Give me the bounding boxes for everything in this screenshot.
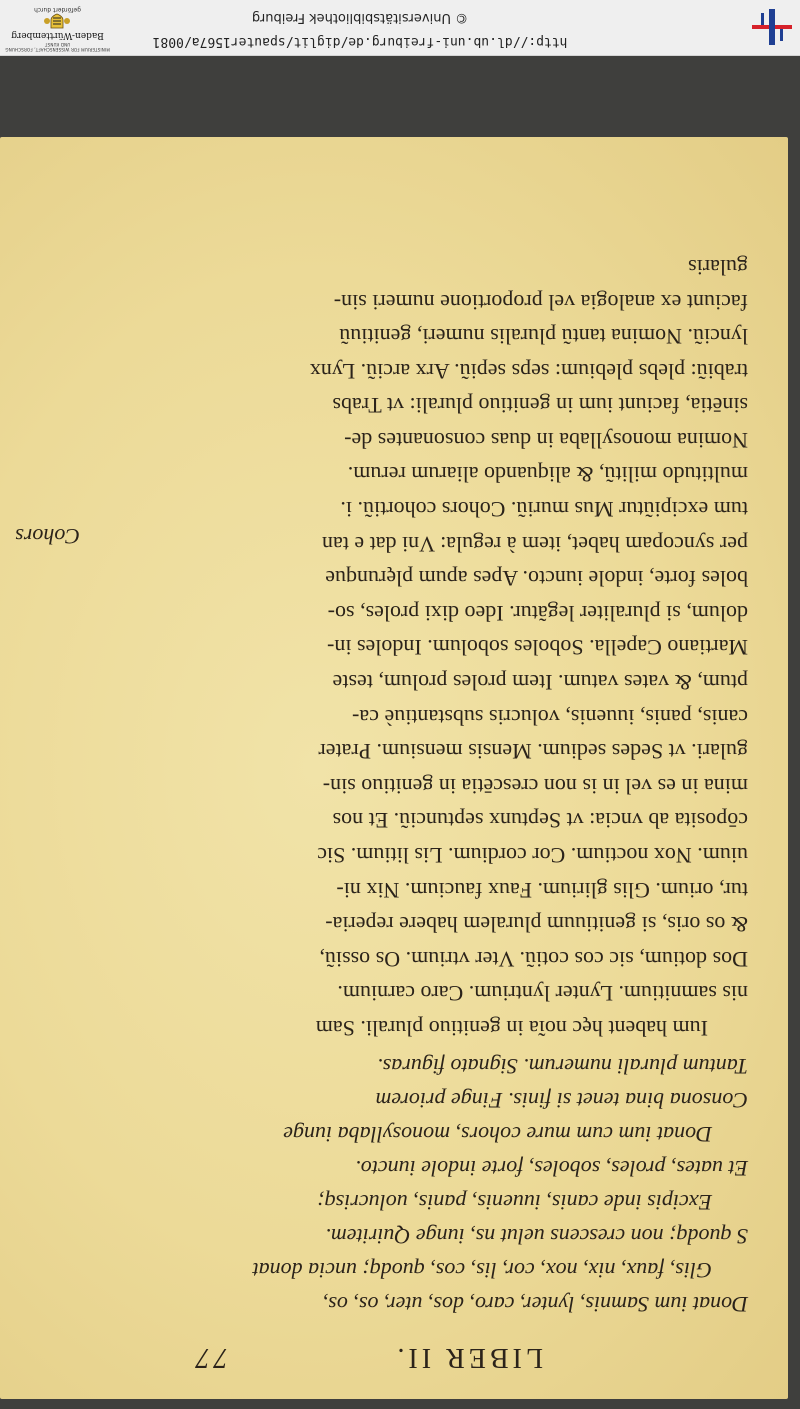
margin-note: Cohors [15,524,80,549]
prose-line: cōposita ab vncia: vt Septunx septunciũ. Et nos [332,808,748,834]
ub-freiburg-logo-icon[interactable] [752,9,792,45]
verse-line: S quodq; non crescens uelut ns, iunge Quiritem. [325,1224,748,1249]
crest-icon [43,13,73,29]
prose-line: Dos dotium, sic cos cotiũ. Vter vtrium. Os ossiũ, [319,946,748,972]
verse-line: Tantum plurali numerum. Signato figuras. [377,1054,748,1079]
book-label: LIBER II. [393,1342,543,1373]
prose-line: gularis [688,254,748,280]
prose-line: lynciũ. Nomina tantũ pluralis numeri, genitiuũ [339,324,748,350]
library-header-bar [0,0,800,56]
prose-line: ptum, & vates vatum. Item proles prolum, teste [332,670,748,696]
prose-line: nis samnitium. Lynter lyntrium. Caro carnium. [337,981,748,1007]
scan-area [0,56,800,1409]
page-text-block [48,249,748,1373]
verse-line: Glis, faux, nix, nox, cor, lis, cos, quodq; uncia donat [252,1258,712,1283]
prose-line: Martiano Capella. Soboles sobolum. Indoles in- [327,635,748,661]
verse-line: Donat ium cum mure cohors, monosyllaba iunge [283,1122,712,1147]
prose-line: Nomina monosyllaba in duas consonantes de- [344,427,748,453]
running-header [48,1333,748,1373]
prose-line: trabiũ: plebs plebium: seps sepiũ. Arx arciũ. Lynx [309,358,748,384]
verse-line: Donat ium Samnis, lynter, caro, dos, uter, os, os, [322,1292,748,1317]
commentary-block [48,249,748,1045]
prose-line: gulari. vt Sedes sedium. Mensis mensium. Prater [318,739,748,765]
page-url-link[interactable]: http://dl.ub.uni-freiburg.de/diglit/spauter1567a/0081 [152,34,568,49]
prose-line: uium. Nox noctium. Cor cordium. Lis litium. Sic [317,843,748,869]
prose-line: faciunt ex analogia vel proportione numeri sin- [333,289,748,315]
prose-line: tum excipiũtur Mus muriũ. Cohors cohortiũ. i. [340,497,748,523]
verse-line: Consona bina tenet si finis. Finge priorem [375,1088,748,1113]
sponsor-ministry: MINISTERIUM FÜR WISSENSCHAFT, FORSCHUNG UND KUNST [5,42,110,52]
prose-line: boles forte, indole iuncto. Apes apum plęrunque [325,566,748,592]
page-number: 77 [192,1342,228,1373]
prose-line: sinētia, faciunt ium in genitiuo plurali: vt Trabs [332,393,748,419]
prose-line: dolum, si pluraliter legãtur. Ideo dixi proles, so- [327,600,748,626]
prose-line: tur, orium. Glis glirium. Faux faucium. Nix ni- [336,877,748,903]
verse-block [48,1049,748,1321]
prose-line: multitudo militũ, & aliquando aliarum rerum. [347,462,748,488]
sponsor-block [5,2,110,52]
prose-line: canis, panis, iuuenis, volucris substantiuè ca- [352,704,748,730]
prose-line: & os oris, si genitiuum pluralem habere reperia- [325,912,748,938]
book-page [0,137,788,1399]
sponsor-name: Baden-Württemberg [11,30,104,40]
verse-line: Excipis inde canis, iuuenis, panis, uolucrisq; [317,1190,712,1215]
sponsor-sub: gefördert durch [34,6,81,13]
verse-line: Et uates, proles, soboles, forte indole iuncto. [355,1156,748,1181]
prose-line: mina in es vel in is non crescētia in genitiuo sin- [322,773,748,799]
copyright-text: © Universitätsbibliothek Freiburg [251,10,469,25]
prose-line: per syncopam habet, item à regula: Vni dat e tan [321,531,748,557]
prose-line: Ium habent hęc noĩa in genitiuo plurali. Sam [315,1016,708,1041]
